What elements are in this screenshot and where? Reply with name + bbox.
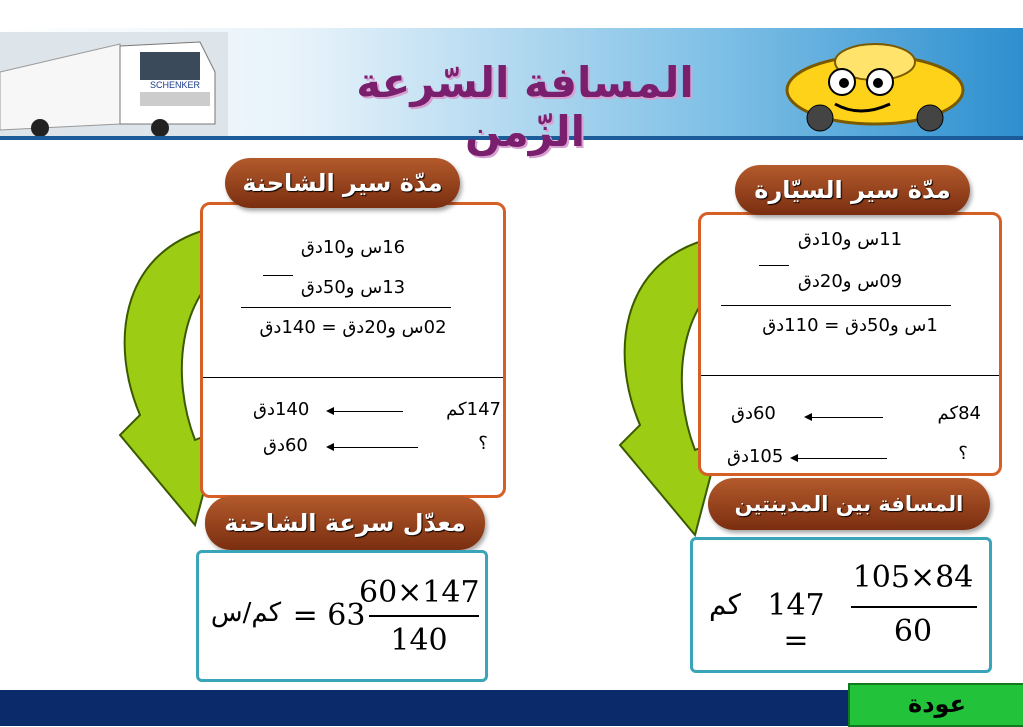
arrow-head-icon — [326, 443, 334, 451]
arrow-line — [797, 458, 887, 459]
fraction-bar — [851, 606, 977, 608]
truck-prop-2-left: ؟ — [478, 433, 488, 454]
car-formula-denominator: 60 — [893, 614, 933, 649]
car-prop-2-right: 105دق — [727, 446, 784, 467]
car-line-3: 1س و50دق = 110دق — [762, 315, 938, 336]
car-prop-2-left: ؟ — [958, 443, 968, 464]
car-duration-header: مدّة سير السيّارة — [735, 165, 970, 215]
car-formula-numerator: 105×84 — [852, 560, 974, 595]
arrow-head-icon — [326, 407, 334, 415]
subtraction-rule — [721, 305, 951, 306]
truck-formula-numerator: 60×147 — [359, 575, 480, 610]
arrow-line — [333, 447, 418, 448]
distance-header: المسافة بين المدينتين — [708, 478, 990, 530]
car-prop-1-left: 84كم — [937, 403, 981, 424]
minus-sign — [263, 275, 293, 276]
truck-line-2: 13س و50دق — [300, 277, 406, 298]
truck-duration-header: مدّة سير الشاحنة — [225, 158, 460, 208]
truck-speed-header: معدّل سرعة الشاحنة — [205, 496, 485, 550]
car-formula-box — [690, 537, 992, 673]
truck-image — [0, 32, 228, 136]
back-button[interactable]: عودة — [848, 683, 1023, 727]
subtraction-rule — [241, 307, 451, 308]
car-formula-result: 147 = — [767, 588, 825, 658]
truck-prop-1-right: 140دق — [253, 399, 310, 420]
truck-prop-2-right: 60دق — [263, 435, 308, 456]
arrow-head-icon — [804, 413, 812, 421]
truck-formula-denominator: 140 — [390, 623, 448, 658]
arrow-line — [333, 411, 403, 412]
fraction-bar — [369, 615, 479, 617]
truck-formula-box — [196, 550, 488, 682]
car-calc-box — [698, 212, 1002, 476]
arrow-line — [811, 417, 883, 418]
box-divider — [203, 377, 503, 378]
car-line-1: 11س و10دق — [797, 229, 903, 250]
truck-prop-1-left: 147كم — [446, 399, 501, 420]
minus-sign — [759, 265, 789, 266]
truck-formula-result: = 63 — [292, 598, 366, 633]
car-formula-unit: كم — [709, 588, 741, 621]
truck-line-3: 02س و20دق = 140دق — [259, 317, 447, 338]
truck-calc-box — [200, 202, 506, 498]
car-line-2: 09س و20دق — [797, 271, 903, 292]
cartoon-car-image — [780, 38, 970, 134]
page-title: المسافة السّرعة الزّمن — [356, 58, 694, 156]
box-divider — [701, 375, 999, 376]
truck-brand-label: SCHENKER — [150, 80, 201, 90]
truck-formula-unit: كم/س — [210, 598, 282, 628]
car-prop-1-right: 60دق — [731, 403, 776, 424]
truck-line-1: 16س و10دق — [300, 237, 406, 258]
